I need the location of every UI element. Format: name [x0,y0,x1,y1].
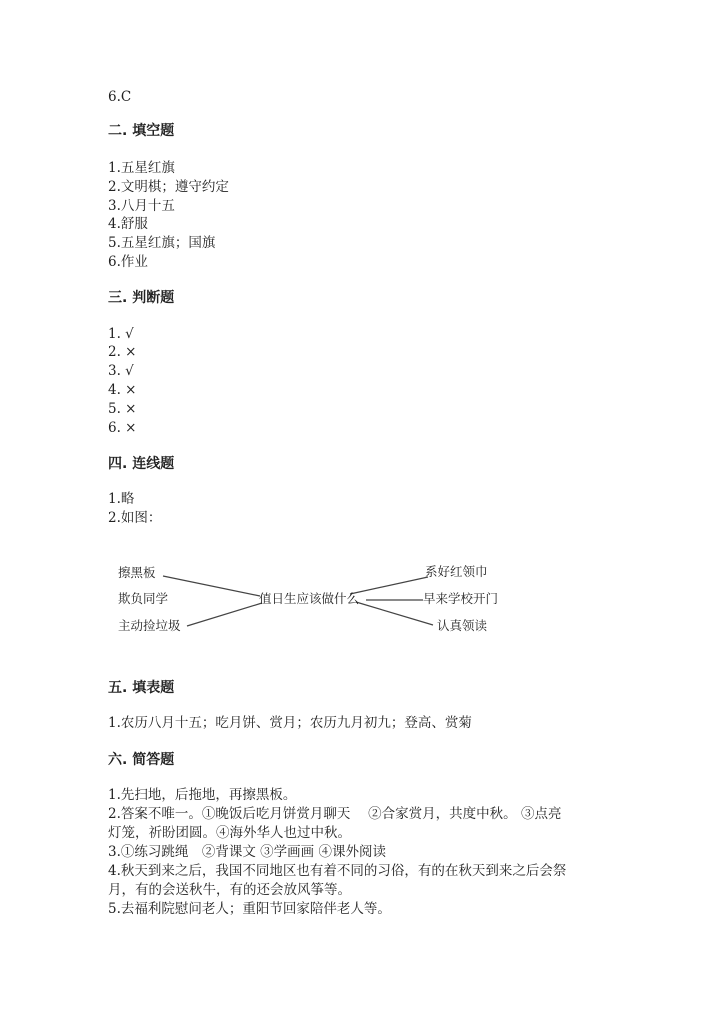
answer-line: 3.八月十五 [108,198,175,214]
answer-line: 5. × [108,401,137,417]
answer-line: 1.先扫地，后拖地，再擦黑板。 [108,787,297,803]
answer-line: 6.作业 [108,254,148,270]
match-line [187,603,262,626]
section-heading: 五. 填表题 [108,680,175,696]
diagram-right-item: 认真领读 [437,618,488,633]
section-heading: 二. 填空题 [108,123,175,139]
answer-line: 4. × [108,382,137,398]
diagram-center: 值日生应该做什么 [259,591,360,606]
answer-line: 灯笼，祈盼团圆。④海外华人也过中秋。 [108,825,351,841]
section-heading: 六. 简答题 [108,752,175,768]
answer-line: 月，有的会送秋牛，有的还会放风筝等。 [108,882,351,898]
answer-line: 2.文明棋；遵守约定 [108,179,229,195]
diagram-right-item: 早来学校开门 [423,591,499,606]
answer-line: 5.五星红旗；国旗 [108,235,216,251]
answer-line: 3. √ [108,363,134,379]
answer-line: 1.农历八月十五；吃月饼、赏月；农历九月初九；登高、赏菊 [108,715,472,731]
answer-line: 6.C [108,89,132,105]
answer-line: 4.秋天到来之后，我国不同地区也有着不同的习俗，有的在秋天到来之后会祭 [108,863,567,879]
answer-line: 5.去福利院慰问老人；重阳节回家陪伴老人等。 [108,901,391,917]
answer-line: 1.五星红旗 [108,160,175,176]
answer-line: 3.①练习跳绳 ②背课文 ③学画画 ④课外阅读 [108,844,386,860]
answer-line: 2.答案不唯一。①晚饭后吃月饼赏月聊天 ②合家赏月，共度中秋。 ③点亮 [108,806,562,822]
diagram-left-item: 擦黑板 [118,565,156,580]
answer-line: 2.如图： [108,510,162,526]
match-line [356,602,433,625]
answer-line: 1. √ [108,326,134,342]
section-heading: 三. 判断题 [108,290,175,306]
answer-line: 2. × [108,344,137,360]
diagram-right-item: 系好红领巾 [425,564,488,579]
answer-line: 4.舒服 [108,216,148,232]
diagram-left-item: 主动捡垃圾 [118,618,181,633]
answer-line: 6. × [108,420,137,436]
match-line [350,577,428,594]
diagram-left-item: 欺负同学 [118,591,169,606]
match-line [163,576,260,596]
section-heading: 四. 连线题 [108,456,175,472]
answer-line: 1.略 [108,491,135,507]
